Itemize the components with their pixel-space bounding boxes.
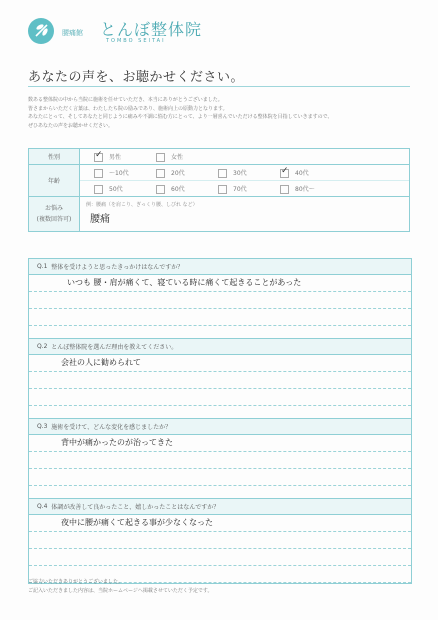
age-option-selected[interactable]: ✓ 40代 [280,168,309,178]
question-4-header [29,499,411,515]
intro-text [28,96,413,130]
checkbox-icon[interactable] [94,185,103,194]
checkbox-icon[interactable] [218,169,227,178]
question-3-header [29,419,411,435]
intro-line: 数ある整体院の中から当院に施術を任せていただき、本当にありがとうございました。 [28,97,223,103]
gender-option-female[interactable]: 女性 [156,152,183,162]
answer-text: 背中が痛かったのが治ってきた [61,438,173,447]
brand-name: とんぼ整体院 [100,20,203,39]
checkbox-checked-icon[interactable] [280,169,289,178]
question-number: Q.3 [37,423,48,430]
concern-answer: 腰痛 [90,214,110,225]
question-2-header [29,339,411,355]
checkbox-icon[interactable] [280,185,289,194]
question-text: 施術を受けて、どんな変化を感じましたか？ [51,424,172,431]
age-option[interactable]: 〜10代 [94,168,156,178]
concern-row [29,197,410,232]
answer-text: 夜中に腰が痛くて起きる事が少なくなった [61,518,213,527]
question-1-header [29,259,411,275]
checkbox-icon[interactable] [156,153,165,162]
gender-option-male[interactable]: ✓ 男性 [94,152,156,162]
age-option[interactable]: 30代 [218,168,280,178]
footer-thanks: ご協力いただきありがとうございました。 [28,579,124,585]
age-option[interactable]: 70代 [218,184,280,194]
checkbox-icon[interactable] [156,185,165,194]
question-number: Q.1 [37,263,48,270]
answer-text: いつも 腰・肩が痛くて、寝ている時に痛くて起きることがあった [67,278,302,287]
concern-label: お悩み (複数回答可) [29,197,80,232]
question-text: とんぼ整体院を選んだ理由を教えてください。 [51,344,178,351]
intro-line: 皆さまからいただく言葉は、わたしたち院の励みであり、施術向上の原動力となります。 [28,105,228,112]
question-4-block [28,498,412,584]
answer-area[interactable] [29,275,411,343]
age-option[interactable]: 60代 [156,184,218,194]
profile-form-table [28,148,410,232]
question-text: 体調が改善して良かったこと、嬉しかったことはなんですか？ [51,504,220,511]
concern-field[interactable] [80,197,410,232]
age-option[interactable]: 50代 [94,184,156,194]
answer-text: 会社の人に勧められて [61,358,141,367]
age-row [29,165,410,197]
question-text: 整体を受けようと思ったきっかけはなんですか？ [51,264,184,271]
checkbox-icon[interactable] [94,169,103,178]
intro-line: ぜひあなたの声をお聴かせください。 [28,122,114,129]
intro-line: あなたにとって、そしてあなたと同じように痛みや不調に悩む方にとって、より一層喜んでいただける整体院を目指していきますので、 [28,114,333,120]
question-1-block [28,258,412,344]
brand-small-label: 腰痛館 [62,29,83,37]
answer-area[interactable] [29,355,411,423]
age-options [80,165,410,197]
checkbox-icon[interactable] [218,185,227,194]
checkbox-checked-icon[interactable] [94,153,103,162]
footer-note [28,578,213,596]
answer-area[interactable] [29,435,411,503]
gender-options [80,149,410,165]
question-3-block [28,418,412,504]
brand-romaji: TOMBO SEITAI [106,38,166,44]
dragonfly-logo-icon [28,18,54,44]
question-2-block [28,338,412,424]
checkbox-icon[interactable] [156,169,165,178]
age-option[interactable]: 80代〜 [280,184,315,194]
age-label: 年齢 [29,165,80,197]
gender-row [29,149,410,165]
answer-area[interactable] [29,515,411,583]
footer-publication-note: ご記入いただきました内容は、当院ホームページへ掲載させていただく予定です。 [28,588,213,594]
gender-label: 性別 [29,149,80,165]
age-option[interactable]: 20代 [156,168,218,178]
concern-example: 例：腰痛（を肩こり、ぎっくり腰、しびれ など） [86,202,198,208]
question-number: Q.2 [37,343,48,350]
title-divider [28,86,410,87]
page-title: あなたの声を、お聴かせください。 [28,70,245,85]
question-number: Q.4 [37,503,48,510]
